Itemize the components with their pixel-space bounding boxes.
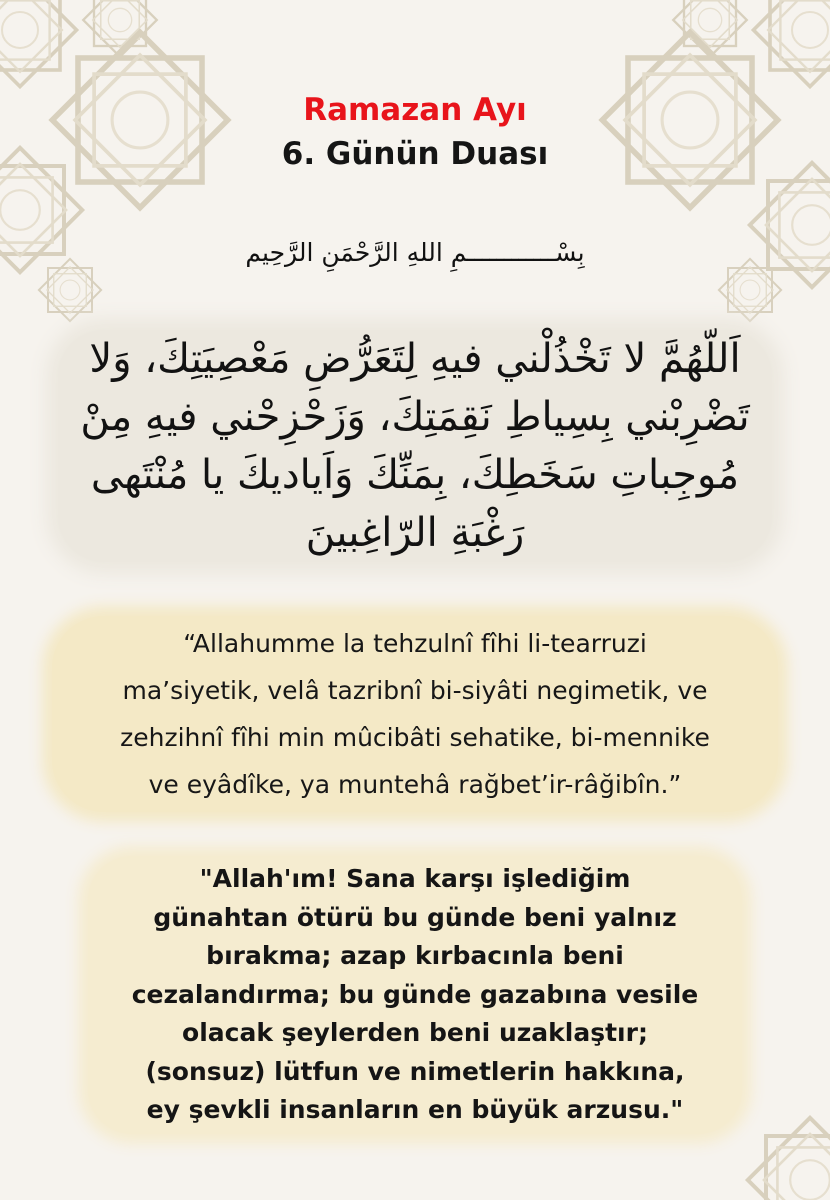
meaning-line: (sonsuz) lütfun ve nimetlerin hakkına, [145,1056,685,1086]
transliteration-line: ma’siyetik, velâ tazribnî bi-siyâti negimetik, ve [122,676,708,705]
arabic-dua-panel [58,330,772,562]
subtitle: 6. Günün Duası [281,136,549,172]
meaning-line: günahtan ötürü bu günde beni yalnız [153,902,677,932]
basmala: بِسْــــــــــــمِ اللهِ الرَّحْمَنِ الرَّحِيم [245,238,585,267]
header [0,88,830,176]
transliteration-line: “Allahumme la tehzulnî fîhi li-tearruzi [183,629,647,658]
meaning-line: "Allah'ım! Sana karşı işlediğim [199,864,631,893]
transliteration-panel [52,616,778,812]
transliteration-line: zehzihnî fîhi min mûcibâti sehatike, bi-mennike [120,723,710,752]
meaning-line: olacak şeylerden beni uzaklaştır; [182,1018,648,1047]
meaning-panel [88,856,742,1134]
meaning-line: ey şevkli insanların en büyük arzusu." [146,1095,684,1124]
arabic-dua-line: اَللّهُمَّ لا تَخْذُلْني فيهِ لِتَعَرُّضِ مَعْصِيَتِكَ، وَلا [89,336,741,382]
meaning-line: bırakma; azap kırbacınla beni [206,941,624,970]
arabic-dua-line: رَغْبَةِ الرّاغِبينَ [305,510,525,556]
arabic-dua-line: مُوجِباتِ سَخَطِكَ، بِمَنِّكَ وَاَياديكَ يا مُنْتَهى [90,452,740,498]
arabic-dua-line: تَضْرِبْني بِسِياطِ نَقِمَتِكَ، وَزَحْزِحْني فيهِ مِنْ [80,394,750,440]
meaning-line: cezalandırma; bu günde gazabına vesile [131,979,699,1009]
title: Ramazan Ayı [303,92,527,128]
transliteration-line: ve eyâdîke, ya muntehâ rağbet’ir-râğibîn.” [148,770,682,799]
